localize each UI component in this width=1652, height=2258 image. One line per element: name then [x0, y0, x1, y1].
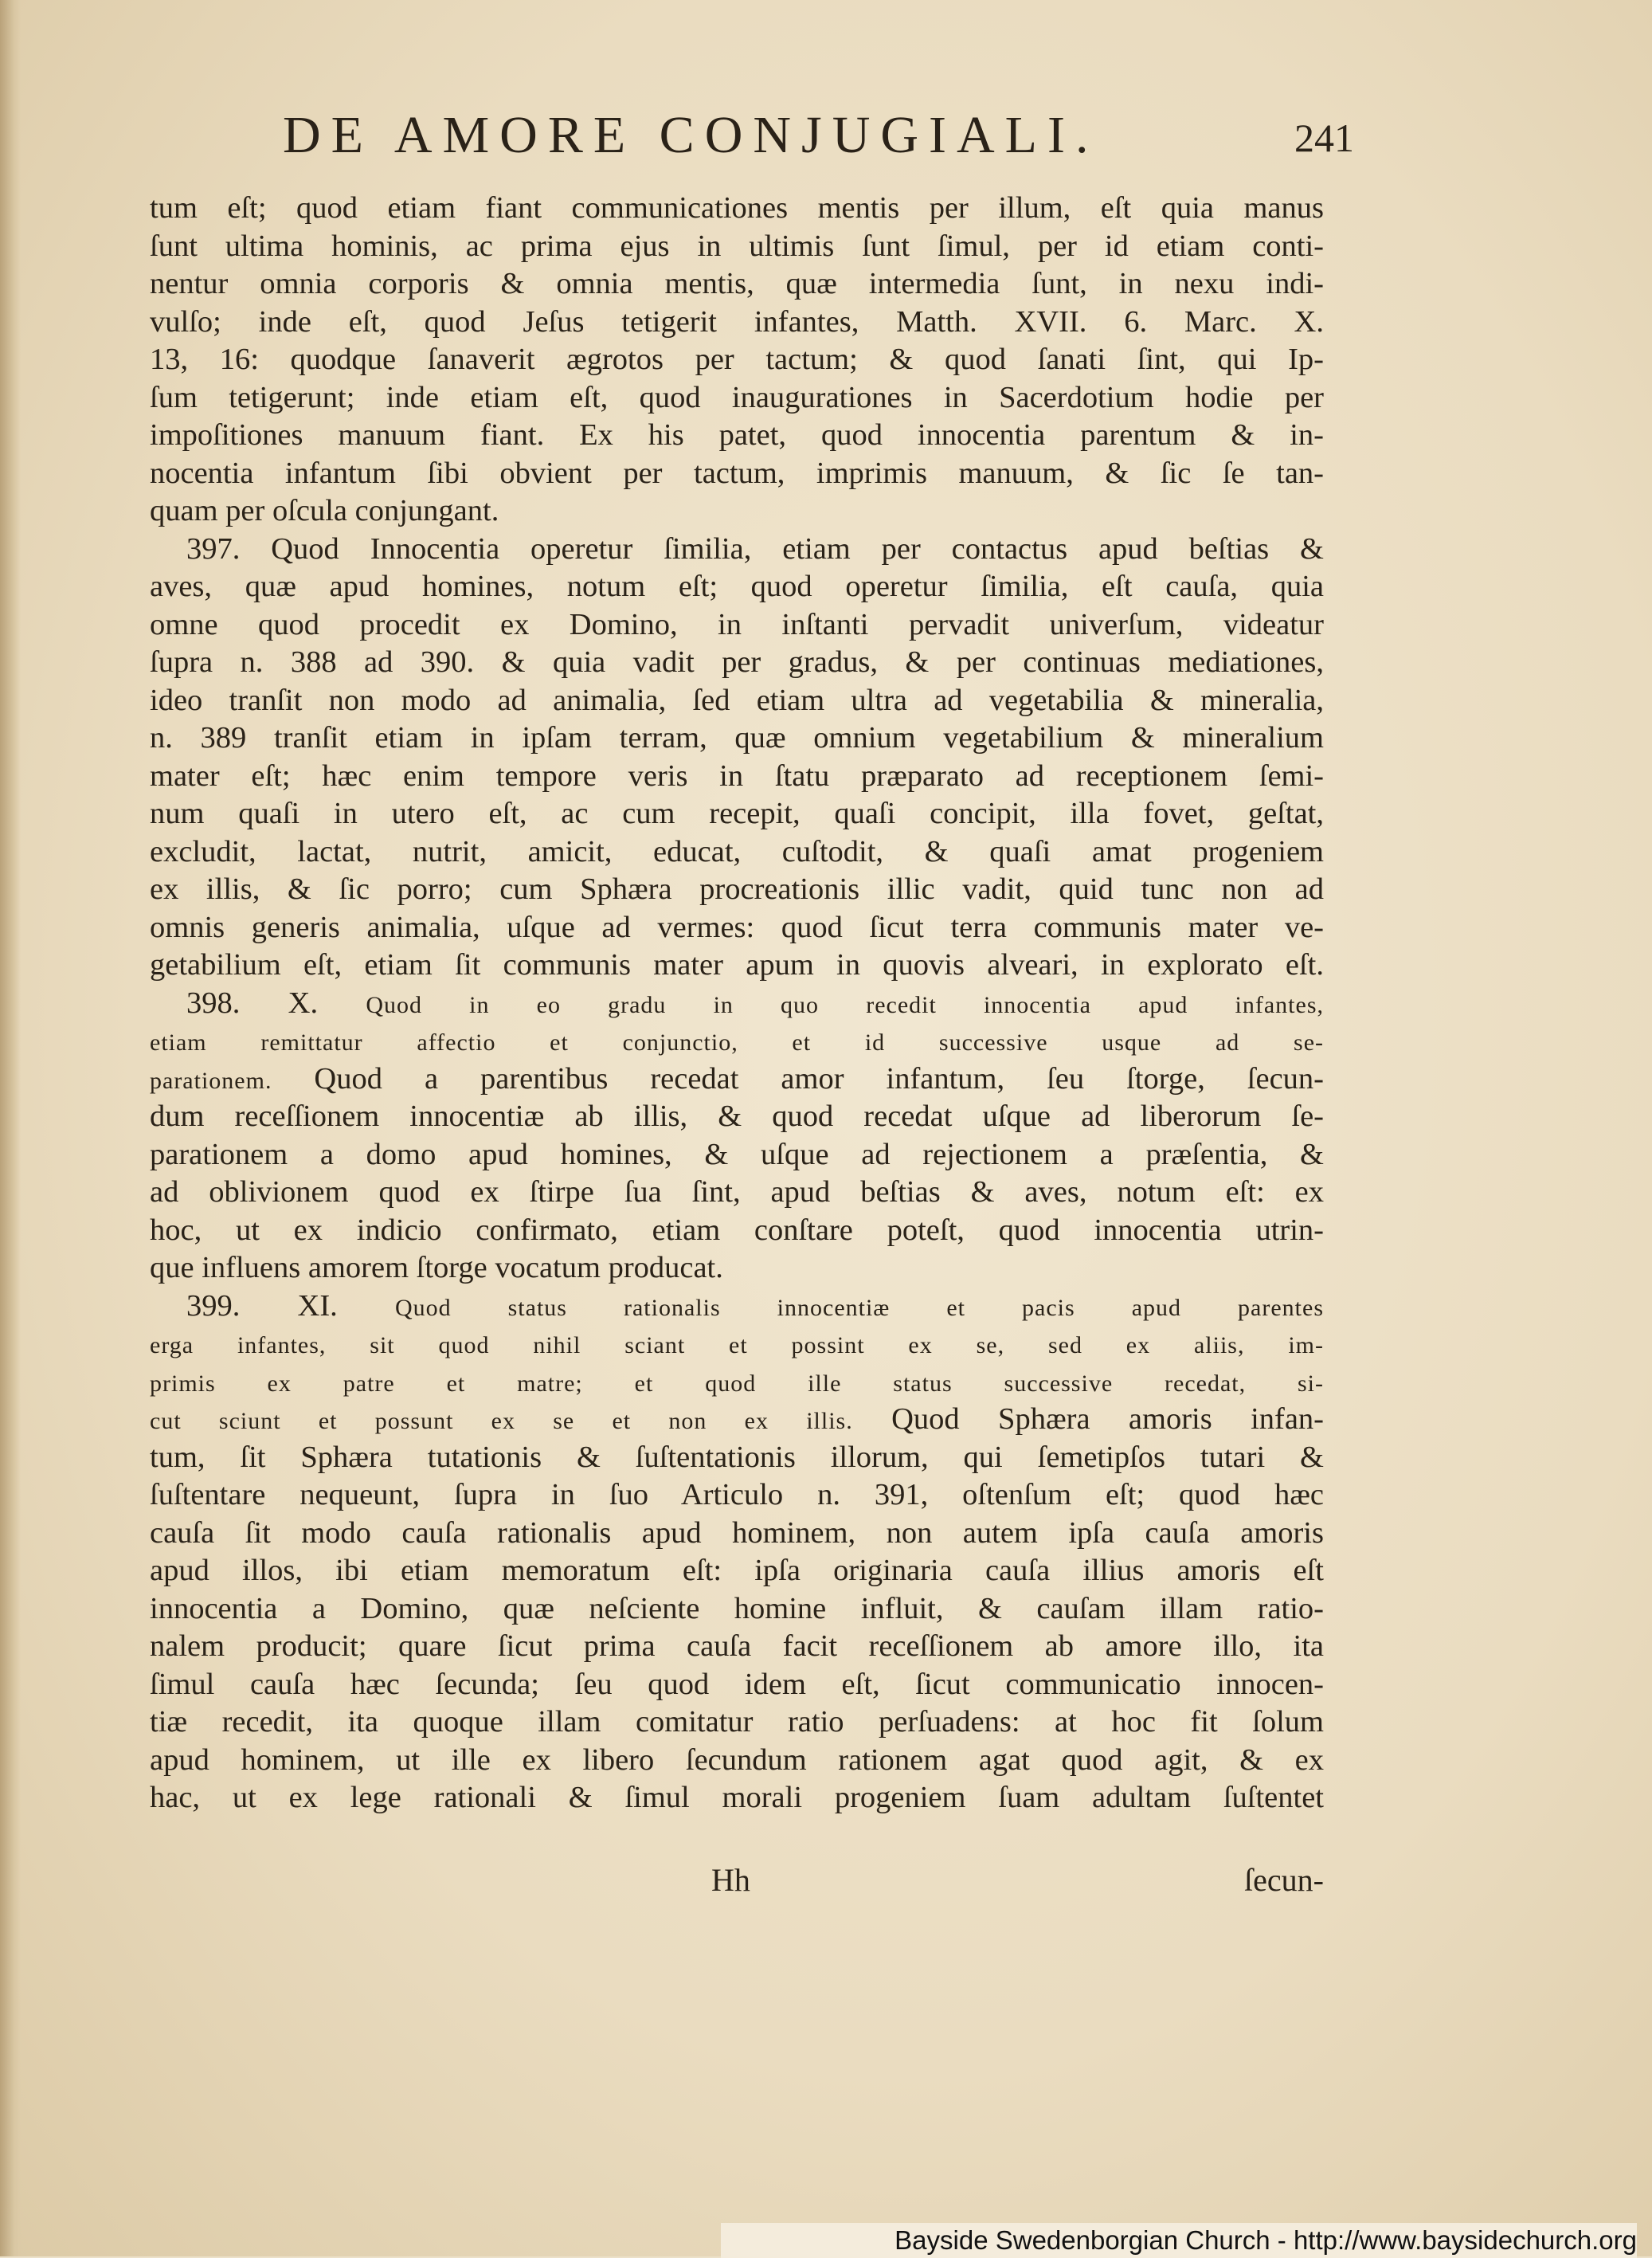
line-text: nocentia infantum ſibi obvient per tactum, imprimis manuum, & ſic ſe tan- [150, 456, 1324, 490]
line-text: tum, ſit Sphæra tutationis & ſuſtentationis illorum, qui ſemetipſos tutari & [150, 1440, 1324, 1474]
text-line [150, 795, 1324, 833]
page-gutter-edge [0, 0, 21, 2256]
text-line [150, 1060, 1324, 1099]
text-line [150, 1325, 1324, 1363]
line-text: mater eſt; hæc enim tempore veris in ſtatu præparato ad receptionem ſemi- [150, 759, 1324, 793]
line-text: ad oblivionem quod ex ſtirpe ſua ſint, apud beſtias & aves, notum eſt: ex [150, 1175, 1324, 1209]
line-text: vulſo; inde eſt, quod Jeſus tetigerit infantes, Matth. XVII. 6. Marc. X. [150, 304, 1324, 339]
line-text: aves, quæ apud homines, notum eſt; quod operetur ſimilia, eſt cauſa, quia [150, 570, 1324, 603]
text-line [150, 606, 1324, 645]
line-text: ex illis, & ſic porro; cum Sphæra procreationis illic vadit, quid tunc non ad [150, 872, 1324, 906]
text-line [150, 265, 1324, 304]
text-line [150, 682, 1324, 720]
text-line [150, 1022, 1324, 1060]
text-line [150, 1439, 1324, 1477]
text-line [150, 1703, 1324, 1742]
text-line [150, 228, 1324, 266]
text-line [150, 455, 1324, 493]
text-line [150, 758, 1324, 796]
line-text: ſum tetigerunt; inde etiam eſt, quod inaugurationes in Sacerdotium hodie per [150, 380, 1324, 414]
article-heading-smallcaps: erga infantes, sit quod nihil sciant et possint ex se, sed ex aliis, im- [150, 1332, 1324, 1358]
body-text [150, 190, 1324, 1817]
line-text: hac, ut ex lege rationali & ſimul morali progeniem ſuam adultam ſuſtentet [150, 1781, 1324, 1814]
line-text: quam per oſcula conjungant. [150, 494, 499, 527]
text-line [150, 1288, 1324, 1326]
line-text: dum receſſionem innocentiæ ab illis, & quod recedat uſque ad liberorum ſe- [150, 1100, 1324, 1133]
text-line [150, 341, 1324, 379]
article-heading-smallcaps: cut sciunt et possunt ex se et non ex illis. [150, 1408, 853, 1434]
text-line [150, 719, 1324, 758]
text-line [150, 1363, 1324, 1401]
running-title: DE AMORE CONJUGIALI. [283, 106, 1099, 164]
text-line [150, 1515, 1324, 1553]
line-text: ſupra n. 388 ad 390. & quia vadit per gradus, & per continuas mediationes, [150, 645, 1324, 679]
line-text: omne quod procedit ex Domino, in inſtanti pervadit univerſum, videatur [150, 607, 1324, 641]
line-text: tiæ recedit, ita quoque illam comitatur ratio perſuadens: at hoc fit ſolum [150, 1705, 1324, 1739]
text-line [150, 909, 1324, 947]
text-line [150, 568, 1324, 606]
article-heading-smallcaps: Quod status rationalis innocentiæ et pacis apud parentes [394, 1294, 1324, 1321]
text-line [150, 985, 1324, 1023]
line-text: num quaſi in utero eſt, ac cum recepit, quaſi concipit, illa fovet, geſtat, [150, 797, 1324, 830]
line-text: ſimul cauſa hæc ſecunda; ſeu quod idem eſt, ſicut communicatio innocen- [150, 1667, 1324, 1701]
line-text: ſunt ultima hominis, ac prima ejus in ultimis ſunt ſimul, per id etiam conti- [150, 229, 1324, 263]
line-text: que influens amorem ſtorge vocatum producat. [150, 1251, 723, 1284]
line-text: 13, 16: quodque ſanaverit ægrotos per tactum; & quod ſanati ſint, qui Ip- [150, 343, 1324, 376]
text-line [150, 947, 1324, 985]
line-text: impoſitiones manuum fiant. Ex his patet, quod innocentia parentum & in- [150, 418, 1324, 452]
text-line [150, 190, 1324, 228]
article-heading-smallcaps: Quod in eo gradu in quo recedit innocentia apud infantes, [366, 991, 1324, 1018]
line-text: nalem producit; quare ſicut prima cauſa facit receſſionem ab amore illo, ita [150, 1629, 1324, 1663]
text-line [150, 1779, 1324, 1817]
line-text: tum eſt; quod etiam fiant communicationes mentis per illum, eſt quia manus [150, 191, 1324, 225]
line-text: n. 389 tranſit etiam in ipſam terram, quæ omnium vegetabilium & mineralium [150, 721, 1324, 755]
website-watermark[interactable]: Bayside Swedenborgian Church - http://www.baysidechurch.org [721, 2223, 1637, 2258]
text-line [150, 304, 1324, 342]
page-footer [150, 1860, 1324, 1900]
line-text: 397. Quod Innocentia operetur ſimilia, etiam per contactus apud beſtias & [186, 531, 1324, 566]
line-text: 398. X. [186, 986, 366, 1020]
page-number: 241 [1294, 116, 1354, 160]
text-line [150, 871, 1324, 909]
text-line [150, 1552, 1324, 1590]
text-line [150, 1174, 1324, 1212]
text-line [150, 1136, 1324, 1174]
signature-mark: Hh [711, 1862, 750, 1898]
text-line [150, 531, 1324, 569]
article-heading-smallcaps: etiam remittatur affectio et conjunctio, et id successive usque ad se- [150, 1029, 1324, 1056]
line-text: ideo tranſit non modo ad animalia, ſed etiam ultra ad vegetabilia & mineralia, [150, 683, 1324, 717]
text-line [150, 492, 1324, 531]
line-text: cauſa ſit modo cauſa rationalis apud hominem, non autem ipſa cauſa amoris [150, 1515, 1324, 1550]
text-line [150, 1249, 1324, 1288]
line-text: Quod Sphæra amoris infan- [852, 1402, 1324, 1436]
text-line [150, 1098, 1324, 1136]
text-line [150, 1628, 1324, 1666]
text-line [150, 833, 1324, 872]
line-text: getabilium eſt, etiam ſit communis mater apum in quovis alveari, in explorato eſt. [150, 948, 1324, 982]
line-text: hoc, ut ex indicio confirmato, etiam conſtare poteſt, quod innocentia utrin- [150, 1213, 1324, 1247]
line-text: 399. XI. [186, 1288, 395, 1323]
text-line [150, 1212, 1324, 1250]
text-line [150, 417, 1324, 455]
text-line [150, 1666, 1324, 1704]
text-line [150, 1401, 1324, 1439]
text-line [150, 1742, 1324, 1780]
line-text: apud hominem, ut ille ex libero ſecundum rationem agat quod agit, & ex [150, 1743, 1324, 1777]
line-text: parationem a domo apud homines, & uſque ad rejectionem a præſentia, & [150, 1137, 1324, 1171]
text-line [150, 1476, 1324, 1515]
line-text: innocentia a Domino, quæ neſciente homine influit, & cauſam illam ratio- [150, 1591, 1324, 1625]
catchword: ſecun- [1244, 1862, 1324, 1898]
line-text: ſuſtentare nequeunt, ſupra in ſuo Articulo n. 391, oſtenſum eſt; quod hæc [150, 1478, 1324, 1511]
page-header [283, 104, 1354, 167]
line-text: excludit, lactat, nutrit, amicit, educat, cuſtodit, & quaſi amat progeniem [150, 834, 1324, 868]
text-line [150, 379, 1324, 417]
line-text: omnis generis animalia, uſque ad vermes: quod ſicut terra communis mater ve- [150, 910, 1324, 944]
article-heading-smallcaps: parationem. [150, 1067, 272, 1094]
text-line [150, 1590, 1324, 1629]
line-text: Quod a parentibus recedat amor infantum, ſeu ſtorge, ſecun- [272, 1061, 1324, 1096]
line-text: nentur omnia corporis & omnia mentis, quæ intermedia ſunt, in nexu indi- [150, 267, 1324, 300]
text-line [150, 644, 1324, 682]
article-heading-smallcaps: primis ex patre et matre; et quod ille status successive recedat, si- [150, 1370, 1324, 1397]
line-text: apud illos, ibi etiam memoratum eſt: ipſa originaria cauſa illius amoris eſt [150, 1554, 1324, 1587]
